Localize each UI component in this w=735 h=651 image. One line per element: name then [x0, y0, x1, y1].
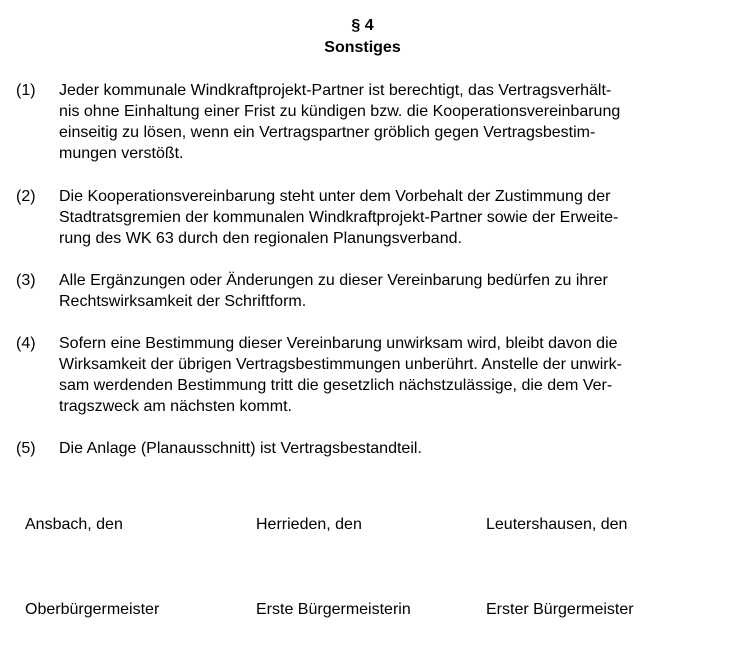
- paragraph-text: [59, 270, 699, 312]
- paragraph-line: Rechtswirksamkeit der Schriftform.: [59, 293, 307, 310]
- paragraph-text: [59, 80, 699, 164]
- paragraph-line: rung des WK 63 durch den regionalen Planungsverband.: [59, 230, 462, 247]
- signature-role-leutershausen: Erster Bürgermeister: [486, 601, 634, 618]
- paragraph-line: Stadtratsgremien der kommunalen Windkraftprojekt-Partner sowie der Erweite-: [59, 209, 619, 226]
- paragraph-line: mungen verstößt.: [59, 145, 184, 162]
- paragraph-number: (5): [16, 440, 36, 457]
- section-number: § 4: [351, 17, 374, 34]
- paragraph-line: sam werdenden Bestimmung tritt die gesetzlich nächstzulässige, die dem Ver-: [59, 377, 613, 394]
- signature-place-ansbach: Ansbach, den: [25, 516, 123, 533]
- paragraph-number: (3): [16, 272, 36, 289]
- paragraph-line: Sofern eine Bestimmung dieser Vereinbarung unwirksam wird, bleibt davon die: [59, 335, 618, 352]
- paragraph-line: Wirksamkeit der übrigen Vertragsbestimmungen unberührt. Anstelle der unwirk-: [59, 356, 622, 373]
- paragraph-number: (1): [16, 82, 36, 99]
- paragraph-line: nis ohne Einhaltung einer Frist zu kündigen bzw. die Kooperationsvereinbarung: [59, 103, 621, 120]
- signature-role-ansbach: Oberbürgermeister: [25, 601, 160, 618]
- paragraph-number: (2): [16, 188, 36, 205]
- paragraph-number: (4): [16, 335, 36, 352]
- paragraph-text: [59, 438, 699, 459]
- paragraph-line: Die Anlage (Planausschnitt) ist Vertragsbestandteil.: [59, 440, 422, 457]
- paragraph-line: Jeder kommunale Windkraftprojekt-Partner ist berechtigt, das Vertragsverhält-: [59, 82, 612, 99]
- signature-role-herrieden: Erste Bürgermeisterin: [256, 601, 411, 618]
- section-title: Sonstiges: [324, 39, 401, 56]
- signature-place-leutershausen: Leutershausen, den: [486, 516, 628, 533]
- paragraph-text: [59, 186, 699, 249]
- signature-place-herrieden: Herrieden, den: [256, 516, 362, 533]
- paragraph-line: Die Kooperationsvereinbarung steht unter dem Vorbehalt der Zustimmung der: [59, 188, 611, 205]
- paragraph-line: Alle Ergänzungen oder Änderungen zu dieser Vereinbarung bedürfen zu ihrer: [59, 272, 608, 289]
- paragraph-text: [59, 333, 699, 417]
- paragraph-line: tragszweck am nächsten kommt.: [59, 398, 292, 415]
- paragraph-line: einseitig zu lösen, wenn ein Vertragspartner gröblich gegen Vertragsbestim-: [59, 124, 596, 141]
